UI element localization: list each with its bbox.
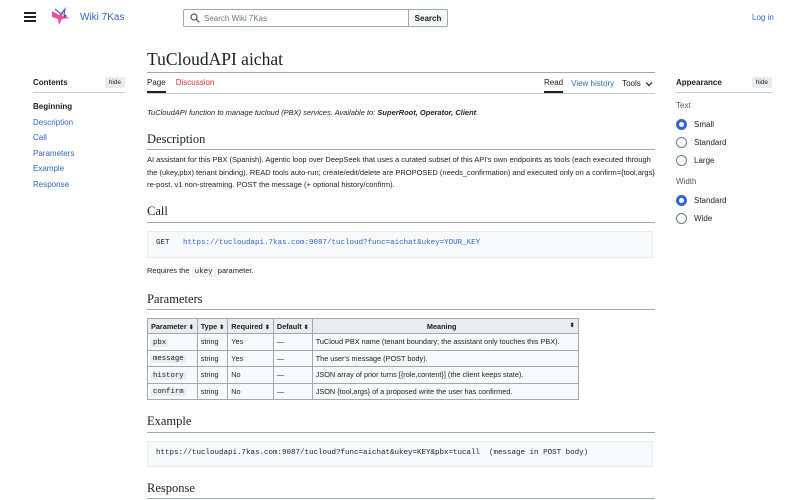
param-name: message [148, 350, 198, 367]
tools-dropdown[interactable] [622, 79, 653, 92]
sort-icon[interactable]: ⬍ [188, 324, 194, 331]
option-label: Large [694, 155, 715, 165]
table-row [148, 334, 579, 351]
sort-icon[interactable]: ⬍ [303, 324, 309, 331]
toc-item-response[interactable]: Response [33, 179, 70, 189]
tab-page[interactable]: Page [147, 78, 166, 93]
sort-icon[interactable]: ⬍ [569, 322, 575, 329]
toc-item-call[interactable]: Call [33, 133, 47, 142]
param-default: — [273, 383, 312, 400]
site-name-link[interactable]: Wiki 7Kas [80, 12, 125, 23]
param-required: No [228, 383, 274, 400]
namespace-tabs [147, 78, 214, 93]
login-link[interactable]: Log in [752, 13, 774, 22]
requires-text: Requires the [147, 266, 192, 275]
param-default: — [273, 350, 312, 367]
toc-item-example[interactable]: Example [33, 164, 65, 173]
call-method: GET [156, 239, 170, 247]
main-menu-button[interactable] [24, 12, 36, 22]
table-row [148, 383, 579, 400]
example-heading: Example [147, 414, 192, 428]
parameters-heading: Parameters [147, 292, 203, 306]
requires-code: ukey [192, 267, 216, 277]
param-name: history [148, 367, 198, 384]
description-text: AI assistant for this PBX (Spanish). Agentic loop over DeepSeek that uses a curated subset of this API's own endpoints as tools (each executed through the (ukey,pbx) tenant binding). READ tools auto-run; create/edit/delete are PROPOSED (needs_confirmation) and executed only on a confirm={tool,args} re-post. v1 non-streaming. POST the message (+ optional history/confirm). [147, 155, 655, 189]
param-type: string [197, 350, 228, 367]
section-divider [147, 498, 655, 499]
call-heading: Call [147, 204, 168, 218]
text-size-option-large[interactable] [676, 151, 772, 169]
intro-suffix: . [476, 108, 479, 117]
column-header-type[interactable]: Type ⬍ [197, 319, 228, 334]
response-heading: Response [147, 481, 195, 495]
option-label: Standard [694, 195, 727, 205]
sort-icon[interactable]: ⬍ [264, 324, 270, 331]
intro-text: TuCloudAPI function to manage tucloud (PBX) services. Available to: [147, 108, 378, 117]
toc-item-beginning[interactable]: Beginning [33, 102, 73, 111]
width-option-standard[interactable] [676, 191, 772, 209]
table-of-contents [33, 77, 125, 192]
description-heading: Description [147, 132, 206, 146]
column-header-meaning[interactable]: Meaning ⬍ [312, 319, 578, 334]
tab-read[interactable]: Read [544, 78, 563, 93]
search-button[interactable]: Search [408, 9, 448, 27]
param-meaning: JSON array of prior turns [{role,content}] (the client keeps state). [312, 367, 578, 384]
text-size-option-standard[interactable] [676, 133, 772, 151]
title-divider [147, 72, 655, 73]
column-header-parameter[interactable]: Parameter ⬍ [148, 319, 198, 334]
tabs-divider [147, 93, 655, 94]
toc-header [33, 77, 125, 93]
view-tabs [544, 78, 653, 93]
section-divider [147, 309, 655, 310]
page-title: TuCloudAPI aichat [147, 49, 283, 69]
param-required: Yes [228, 350, 274, 367]
section-divider [147, 432, 655, 433]
requires-suffix: parameter. [215, 266, 254, 275]
section-divider [147, 149, 655, 150]
tools-label: Tools [622, 79, 641, 88]
param-meaning: The user's message (POST body). [312, 350, 578, 367]
radio-icon[interactable] [676, 137, 687, 148]
example-code-block: https://tucloudapi.7kas.com:9087/tucloud?func=aichat&ukey=KEY&pbx=tucall (message in POST body) [147, 441, 653, 467]
search-input[interactable] [204, 10, 404, 26]
width-option-wide[interactable] [676, 209, 772, 227]
column-header-required[interactable]: Required ⬍ [228, 319, 274, 334]
radio-selected-icon[interactable] [676, 119, 687, 130]
param-type: string [197, 383, 228, 400]
width-label: Width [676, 177, 697, 186]
toc-title: Contents [33, 78, 68, 87]
text-size-label: Text [676, 101, 691, 110]
toc-hide-button[interactable]: hide [105, 77, 125, 88]
option-label: Wide [694, 213, 713, 223]
toc-list [33, 99, 125, 192]
search-box[interactable] [183, 9, 409, 27]
param-type: string [197, 367, 228, 384]
table-header-row [148, 319, 579, 334]
appearance-header [676, 77, 772, 93]
radio-icon[interactable] [676, 213, 687, 224]
option-label: Standard [694, 137, 727, 147]
site-logo-icon[interactable] [50, 7, 72, 27]
param-default: — [273, 334, 312, 351]
toc-item-parameters[interactable]: Parameters [33, 148, 75, 158]
intro-line [147, 107, 478, 120]
tab-discussion[interactable]: Discussion [175, 78, 215, 87]
sort-icon[interactable]: ⬍ [219, 324, 225, 331]
param-type: string [197, 334, 228, 351]
option-label: Small [694, 119, 715, 129]
chevron-down-icon [645, 81, 653, 87]
requires-line [147, 265, 254, 279]
param-name: confirm [148, 383, 198, 400]
param-default: — [273, 367, 312, 384]
appearance-title: Appearance [676, 78, 722, 87]
text-size-option-small[interactable] [676, 115, 772, 133]
appearance-hide-button[interactable]: hide [752, 77, 772, 88]
table-row [148, 367, 579, 384]
call-code-block [147, 231, 653, 258]
param-required: No [228, 367, 274, 384]
radio-selected-icon[interactable] [676, 195, 687, 206]
toc-item-description[interactable]: Description [33, 117, 74, 127]
table-row [148, 350, 579, 367]
param-meaning: TuCloud PBX name (tenant boundary; the assistant only touches this PBX). [312, 334, 578, 351]
search-icon [190, 13, 200, 23]
param-meaning: JSON {tool,args} of a proposed write the user has confirmed. [312, 383, 578, 400]
column-header-default[interactable]: Default ⬍ [273, 319, 312, 334]
param-required: Yes [228, 334, 274, 351]
parameters-table [147, 318, 579, 400]
radio-icon[interactable] [676, 155, 687, 166]
section-divider [147, 222, 655, 223]
intro-roles: SuperRoot, Operator, Client [377, 108, 477, 117]
call-url-link[interactable]: https://tucloudapi.7kas.com:9087/tucloud?func=aichat&ukey=YOUR_KEY [183, 239, 481, 247]
appearance-panel [676, 77, 772, 227]
param-name: pbx [148, 334, 198, 351]
tab-view-history[interactable]: View history [571, 79, 615, 88]
